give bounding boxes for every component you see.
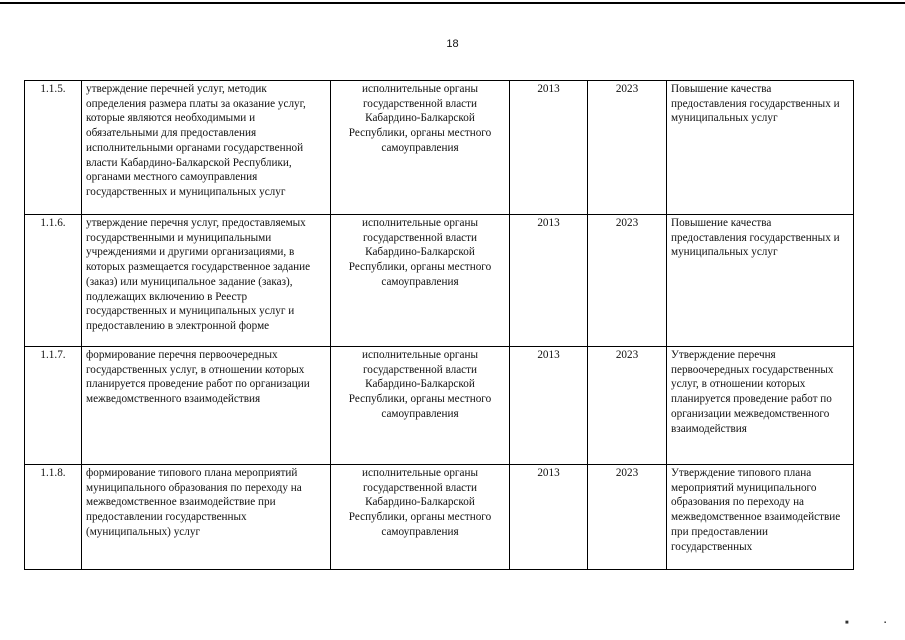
expected-result: Утверждение типового плана мероприятий муниципального образования по переходу на межведомственное взаимодействие при предоставлении государственных (667, 465, 854, 570)
scan-artifact: ■ (845, 620, 849, 626)
start-year: 2013 (510, 347, 588, 465)
table-row (25, 465, 854, 570)
table-row (25, 215, 854, 347)
row-number: 1.1.6. (25, 215, 82, 347)
row-number: 1.1.7. (25, 347, 82, 465)
start-year: 2013 (510, 465, 588, 570)
expected-result: Повышение качества предоставления государственных и муниципальных услуг (667, 215, 854, 347)
responsible-executor: исполнительные органы государственной власти Кабардино-Балкарской Республики, органы местного самоуправления (331, 347, 510, 465)
row-number: 1.1.8. (25, 465, 82, 570)
scan-artifact: ▪ (884, 620, 887, 626)
table-row (25, 347, 854, 465)
page-number: 18 (446, 38, 459, 50)
end-year: 2023 (588, 215, 667, 347)
measure-description: утверждение перечней услуг, методик определения размера платы за оказание услуг, которые являются необходимыми и обязательными для предоставления исполнительными органами государственной власти Кабардино-Балкарской Республики, органами местного самоуправления государственных и муниципальных услуг (82, 81, 331, 215)
table-row (25, 81, 854, 215)
responsible-executor: исполнительные органы государственной власти Кабардино-Балкарской Республики, органы местного самоуправления (331, 81, 510, 215)
top-border-dash (738, 2, 750, 4)
start-year: 2013 (510, 81, 588, 215)
start-year: 2013 (510, 215, 588, 347)
measures-table (24, 80, 854, 570)
end-year: 2023 (588, 465, 667, 570)
end-year: 2023 (588, 347, 667, 465)
row-number: 1.1.5. (25, 81, 82, 215)
expected-result: Утверждение перечня первоочередных государственных услуг, в отношении которых планируется проведение работ по организации межведомственного взаимодействия (667, 347, 854, 465)
measure-description: утверждение перечня услуг, предоставляемых государственными и муниципальными учреждениями и другими организациями, в которых размещается государственное задание (заказ) или муниципальное задание (заказ), подлежащих включению в Реестр государственных и муниципальных услуг и предоставлению в электронной форме (82, 215, 331, 347)
expected-result: Повышение качества предоставления государственных и муниципальных услуг (667, 81, 854, 215)
measure-description: формирование перечня первоочередных государственных услуг, в отношении которых планируется проведение работ по организации межведомственного взаимодействия (82, 347, 331, 465)
responsible-executor: исполнительные органы государственной власти Кабардино-Балкарской Республики, органы местного самоуправления (331, 465, 510, 570)
responsible-executor: исполнительные органы государственной власти Кабардино-Балкарской Республики, органы местного самоуправления (331, 215, 510, 347)
end-year: 2023 (588, 81, 667, 215)
measure-description: формирование типового плана мероприятий муниципального образования по переходу на межведомственное взаимодействие при предоставлении государственных (муниципальных) услуг (82, 465, 331, 570)
top-border-rule (0, 2, 905, 4)
